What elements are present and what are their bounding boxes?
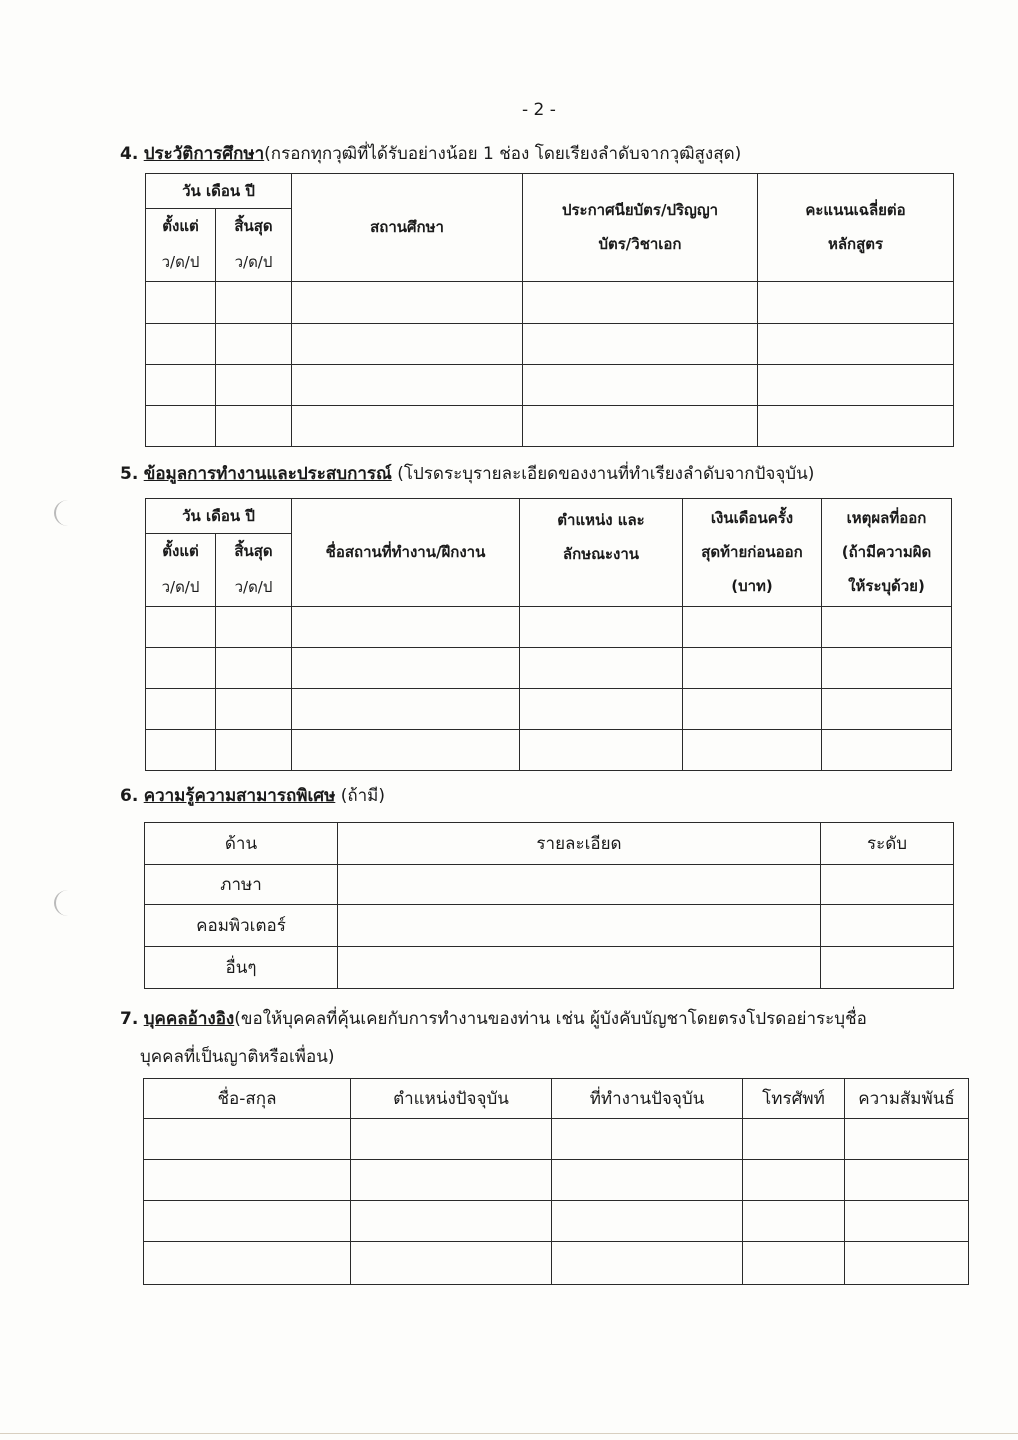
salary-line1: เงินเดือนครั้ง	[710, 509, 794, 528]
from-format: ว/ด/ป	[146, 243, 216, 281]
col-from: ตั้งแต่	[146, 209, 216, 244]
reason-line3: ให้ระบุด้วย)	[848, 577, 925, 596]
col-phone: โทรศัพท์	[743, 1079, 845, 1119]
table-row	[145, 865, 954, 905]
section-note: (ถ้ามี)	[335, 786, 386, 806]
work-experience-table	[145, 498, 952, 771]
col-reason	[822, 499, 952, 607]
gpa-line1: คะแนนเฉลี่ยต่อ	[805, 201, 906, 220]
col-salary	[683, 499, 822, 607]
gpa-line2: หลักสูตร	[827, 235, 884, 254]
col-to: สิ้นสุด	[216, 534, 292, 569]
reason-line1: เหตุผลที่ออก	[846, 509, 927, 528]
col-from: ตั้งแต่	[146, 534, 216, 569]
col-workplace: ที่ทำงานปัจจุบัน	[552, 1079, 743, 1119]
degree-line1: ประกาศนียบัตร/ปริญญา	[561, 201, 719, 220]
col-gpa	[758, 174, 954, 282]
table-row	[146, 281, 954, 323]
to-format: ว/ด/ป	[216, 568, 292, 606]
section-note: (ขอให้บุคคลที่คุ้นเคยกับการทำงานของท่าน เช่น ผู้บังคับบัญชาโดยตรงโปรดอย่าระบุชื่อ	[234, 1009, 867, 1029]
section-heading: ความรู้ความสามารถพิเศษ	[143, 786, 336, 806]
punch-hole-icon	[54, 500, 82, 526]
section-note: (กรอกทุกวุฒิที่ได้รับอย่างน้อย 1 ช่อง โดยเรียงลำดับจากวุฒิสูงสุด)	[264, 144, 742, 164]
section-7-title	[120, 1008, 867, 1030]
col-to: สิ้นสุด	[216, 209, 292, 244]
references-table	[143, 1078, 969, 1285]
table-row	[145, 905, 954, 947]
col-institution: สถานศึกษา	[292, 174, 523, 282]
date-header: วัน เดือน ปี	[146, 499, 292, 534]
section-note-continued: บุคคลที่เป็นญาติหรือเพื่อน)	[140, 1047, 335, 1067]
table-row	[146, 688, 952, 729]
table-row	[146, 606, 952, 647]
row-label-language: ภาษา	[145, 865, 338, 905]
table-row	[146, 405, 954, 446]
table-row	[146, 647, 952, 688]
position-line1: ตำแหน่ง และ	[557, 511, 645, 529]
section-heading: ประวัติการศึกษา	[143, 144, 265, 164]
section-heading: ข้อมูลการทำงานและประสบการณ์	[143, 464, 392, 484]
section-number: 7.	[120, 1009, 139, 1029]
col-area: ด้าน	[145, 823, 338, 865]
table-row	[144, 1201, 969, 1242]
col-position: ตำแหน่งปัจจุบัน	[351, 1079, 552, 1119]
table-row	[146, 729, 952, 770]
col-relation: ความสัมพันธ์	[845, 1079, 969, 1119]
scan-edge-line	[0, 1433, 1018, 1434]
row-label-other: อื่นๆ	[145, 947, 338, 989]
table-row	[145, 947, 954, 989]
col-workplace: ชื่อสถานที่ทำงาน/ฝึกงาน	[292, 499, 520, 607]
education-table	[145, 173, 954, 447]
from-format: ว/ด/ป	[146, 568, 216, 606]
to-format: ว/ด/ป	[216, 243, 292, 281]
col-detail: รายละเอียด	[338, 823, 821, 865]
section-note: (โปรดระบุรายละเอียดของงานที่ทำเรียงลำดับจากปัจจุบัน)	[391, 464, 815, 484]
table-row	[146, 323, 954, 364]
col-name: ชื่อ-สกุล	[144, 1079, 351, 1119]
section-number: 4.	[120, 144, 139, 164]
salary-line3: (บาท)	[731, 577, 773, 596]
date-header: วัน เดือน ปี	[146, 174, 292, 209]
section-heading: บุคคลอ้างอิง	[143, 1009, 235, 1029]
page-number: - 2 -	[522, 100, 556, 120]
section-number: 6.	[120, 786, 139, 806]
reason-line2: (ถ้ามีความผิด	[841, 543, 932, 562]
table-row	[146, 364, 954, 405]
special-skills-table	[144, 822, 954, 989]
col-level: ระดับ	[821, 823, 954, 865]
section-5-title	[120, 463, 814, 485]
section-number: 5.	[120, 464, 139, 484]
col-degree	[523, 174, 758, 282]
col-position	[520, 499, 683, 607]
section-4-title	[120, 143, 741, 165]
salary-line2: สุดท้ายก่อนออก	[701, 543, 803, 562]
table-row	[144, 1242, 969, 1285]
table-row	[144, 1160, 969, 1201]
degree-line2: บัตร/วิชาเอก	[598, 235, 682, 254]
row-label-computer: คอมพิวเตอร์	[145, 905, 338, 947]
punch-hole-icon	[54, 890, 82, 916]
section-6-title	[120, 785, 385, 807]
table-row	[144, 1119, 969, 1160]
position-line2: ลักษณะงาน	[562, 545, 640, 563]
